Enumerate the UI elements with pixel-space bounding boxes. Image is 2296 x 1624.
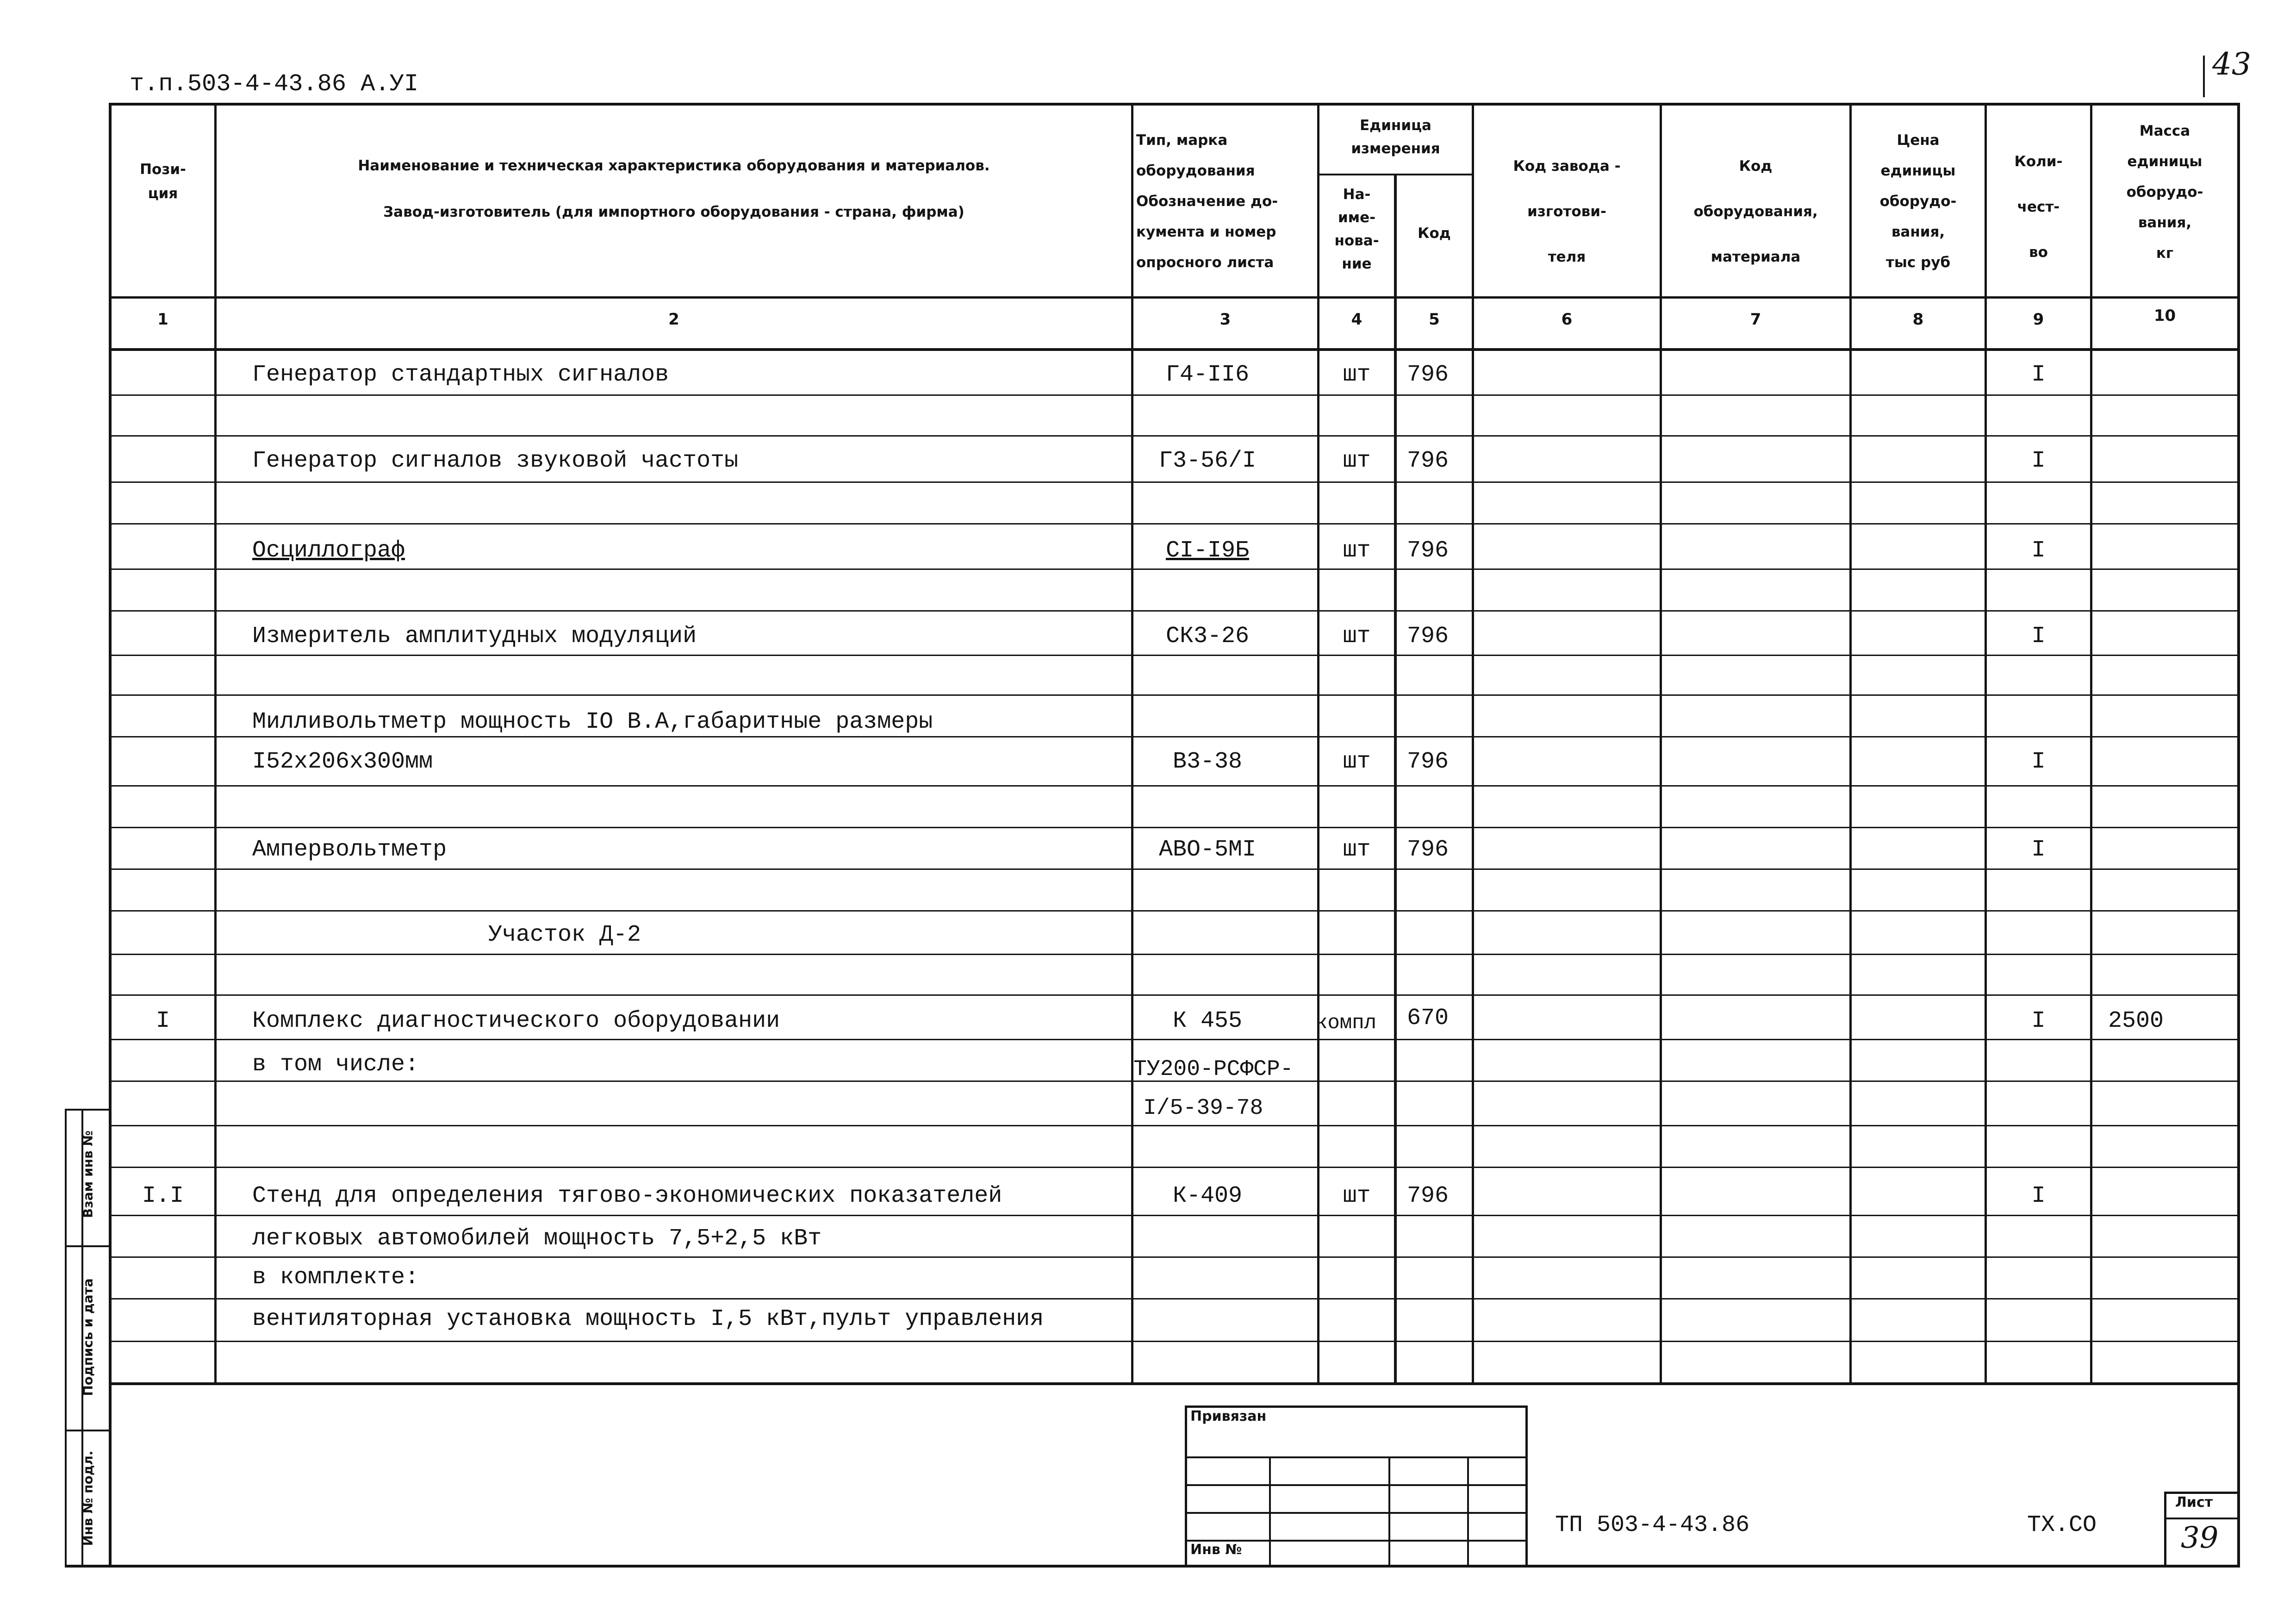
col-line-1 — [214, 103, 217, 1382]
sheet-box-mid — [2164, 1518, 2240, 1519]
bottom-frame-left — [109, 1382, 112, 1568]
table-row-line — [112, 1039, 2237, 1040]
colnum-9: 9 — [2033, 310, 2044, 329]
table-row-line — [112, 1298, 2237, 1299]
colnum-4: 4 — [1351, 310, 1363, 329]
table-row-unit: шт — [1343, 749, 1371, 775]
table-row-code: 670 — [1407, 1005, 1449, 1031]
header-bottom-line — [109, 296, 2240, 299]
table-row-unit: шт — [1343, 448, 1371, 474]
table-row-name: Генератор стандартных сигналов — [252, 362, 669, 388]
header-position: Пози- ция — [140, 161, 186, 202]
table-row-line — [112, 827, 2237, 828]
stamp-box-top — [1185, 1405, 1527, 1408]
stamp-sheet-label: Лист — [2175, 1494, 2213, 1511]
table-row-line — [112, 523, 2237, 525]
stamp-row-2 — [1185, 1484, 1527, 1486]
page-corner-handwritten-number: 43 — [2212, 46, 2251, 82]
col-line-4 — [1394, 174, 1397, 1382]
table-frame-bottom — [109, 1382, 2240, 1385]
table-row-qty: I — [2031, 362, 2046, 388]
header-quantity: Коли- чест- во — [2014, 153, 2063, 261]
table-row-qty: I — [2031, 623, 2046, 650]
table-row-line — [112, 481, 2237, 483]
side-strip-top — [65, 1109, 111, 1111]
table-row-line — [112, 394, 2237, 396]
table-row-position: I.I — [142, 1183, 184, 1209]
table-row-unit: шт — [1343, 1183, 1371, 1209]
table-row-line — [112, 568, 2237, 570]
table-row-type: Г4-II6 — [1165, 362, 1250, 388]
bottom-frame-right — [2237, 1382, 2240, 1568]
stamp-row-3 — [1185, 1512, 1527, 1514]
table-row-type: АВО-5МI — [1158, 837, 1257, 863]
table-row-qty: I — [2031, 1008, 2046, 1034]
table-row-line — [112, 1125, 2237, 1126]
table-row-name: в комплекте: — [252, 1264, 419, 1291]
table-row-code: 796 — [1407, 749, 1449, 775]
table-row-unit: шт — [1343, 837, 1371, 863]
table-row-name: Стенд для определения тягово-экономических показателей — [252, 1183, 1002, 1209]
header-unit-code: Код — [1418, 225, 1451, 242]
side-label-inv-replacement: Взам инв № — [80, 1130, 96, 1218]
table-row-name: Генератор сигналов звуковой частоты — [252, 448, 739, 474]
colnum-8: 8 — [1912, 310, 1924, 329]
table-frame-right — [2237, 103, 2240, 1385]
table-row-line — [112, 610, 2237, 612]
section-heading: Участок Д-2 — [488, 922, 641, 948]
table-row-type: Г3-56/I — [1158, 448, 1257, 474]
table-row-code: 796 — [1407, 448, 1449, 474]
side-strip-outer — [65, 1109, 67, 1565]
stamp-col-1 — [1269, 1456, 1271, 1568]
table-row-qty: I — [2031, 749, 2046, 775]
table-row-name: в том числе: — [252, 1051, 419, 1078]
colnum-bottom-line — [109, 348, 2240, 351]
table-row-line — [112, 655, 2237, 656]
table-row-code: 796 — [1407, 837, 1449, 863]
table-row-name: Осциллограф — [252, 537, 405, 564]
header-price: Цена единицы оборудо- вания, тыс руб — [1879, 132, 1957, 271]
col-line-6 — [1660, 103, 1662, 1382]
header-factory-code: Код завода - изготови- теля — [1513, 158, 1621, 265]
header-unit-name: На- име- нова- ние — [1334, 186, 1379, 272]
header-unit-group: Единица измерения — [1351, 117, 1440, 157]
table-row-code: 796 — [1407, 362, 1449, 388]
table-row-name: Ампервольтметр — [252, 837, 447, 863]
table-row-line — [112, 1256, 2237, 1258]
document-code-top: т.п.503-4-43.86 А.УI — [130, 70, 419, 98]
table-row-qty: I — [2031, 837, 2046, 863]
stamp-privyazan-label: Привязан — [1190, 1408, 1267, 1424]
table-row-name: I52х206х300мм — [252, 749, 433, 775]
table-row-type: СК3-26 — [1165, 623, 1250, 650]
table-row-position: I — [156, 1008, 170, 1034]
table-row-line — [112, 1341, 2237, 1342]
table-row-code: 796 — [1407, 623, 1449, 650]
table-row-code: 796 — [1407, 537, 1449, 564]
table-row-line — [112, 1215, 2237, 1216]
table-row-name: Измеритель амплитудных модуляций — [252, 623, 697, 650]
header-name-line1: Наименование и техническая характеристика оборудования и материалов. — [358, 157, 990, 174]
table-row-type: I/5-39-78 — [1143, 1096, 1263, 1121]
table-row-mass: 2500 — [2108, 1008, 2164, 1034]
stamp-row-1 — [1185, 1456, 1527, 1458]
sheet-box-left — [2164, 1492, 2166, 1566]
table-row-qty: I — [2031, 537, 2046, 564]
stamp-col-2 — [1388, 1456, 1390, 1568]
colnum-3: 3 — [1220, 310, 1231, 329]
header-equipment-code: Код оборудования, материала — [1693, 158, 1818, 265]
table-row-line — [112, 435, 2237, 437]
sheet-box-top — [2164, 1492, 2240, 1494]
stamp-document-mark: ТХ.СО — [2027, 1512, 2097, 1538]
table-row-unit: шт — [1343, 537, 1371, 564]
bottom-frame-bottom — [65, 1565, 2240, 1568]
header-type: Тип, марка оборудования Обозначение до- кумента и номер опросного листа — [1136, 132, 1278, 271]
colnum-7: 7 — [1750, 310, 1761, 329]
col-line-7 — [1849, 103, 1852, 1382]
table-row-line — [112, 994, 2237, 996]
colnum-5: 5 — [1429, 310, 1440, 329]
table-frame-top — [109, 103, 2240, 106]
table-row-type: В3-38 — [1172, 749, 1243, 775]
unit-group-divider — [1317, 174, 1472, 175]
table-row-unit: компл — [1315, 1012, 1377, 1035]
table-row-type: CI-I9Б — [1165, 537, 1250, 564]
table-row-unit: шт — [1343, 362, 1371, 388]
table-row-name: Комплекс диагностического оборудовании — [252, 1008, 780, 1034]
header-mass: Масса единицы оборудо- вания, кг — [2126, 123, 2203, 262]
table-row-type: К 455 — [1172, 1008, 1243, 1034]
colnum-1: 1 — [157, 310, 168, 329]
stamp-col-3 — [1467, 1456, 1469, 1568]
colnum-2: 2 — [668, 310, 679, 329]
side-label-signature-date: Подпись и дата — [80, 1278, 96, 1396]
table-row-line — [112, 954, 2237, 955]
table-row-name: легковых автомобилей мощность 7,5+2,5 кВт — [252, 1225, 822, 1252]
table-row-unit: шт — [1343, 623, 1371, 650]
table-row-line — [112, 910, 2237, 912]
table-row-name: Милливольтметр мощность IO В.А,габаритные размеры — [252, 709, 933, 735]
table-row-type: К-409 — [1172, 1183, 1243, 1209]
stamp-sheet-number: 39 — [2181, 1521, 2219, 1555]
stamp-document-code: ТП 503-4-43.86 — [1555, 1512, 1750, 1538]
table-row-name: вентиляторная установка мощность I,5 кВт,пульт управления — [252, 1306, 1044, 1332]
colnum-6: 6 — [1561, 310, 1573, 329]
table-row-line — [112, 868, 2237, 870]
table-row-line — [112, 694, 2237, 696]
col-line-9 — [2090, 103, 2092, 1382]
table-row-qty: I — [2031, 1183, 2046, 1209]
col-line-5 — [1472, 103, 1474, 1382]
colnum-10: 10 — [2153, 306, 2176, 325]
table-row-type: ТУ200-РСФСР- — [1133, 1057, 1294, 1082]
table-row-line — [112, 785, 2237, 787]
stamp-box-right — [1525, 1405, 1528, 1568]
corner-mark-line — [2203, 56, 2205, 97]
table-row-qty: I — [2031, 448, 2046, 474]
header-name-line2: Завод-изготовитель (для импортного оборудования - страна, фирма) — [383, 204, 964, 220]
stamp-inv-label: Инв № — [1190, 1542, 1242, 1558]
stamp-box-left — [1185, 1405, 1187, 1568]
table-row-line — [112, 736, 2237, 737]
table-row-code: 796 — [1407, 1183, 1449, 1209]
table-row-line — [112, 1167, 2237, 1168]
side-label-inv-original: Инв № подл. — [80, 1450, 96, 1546]
